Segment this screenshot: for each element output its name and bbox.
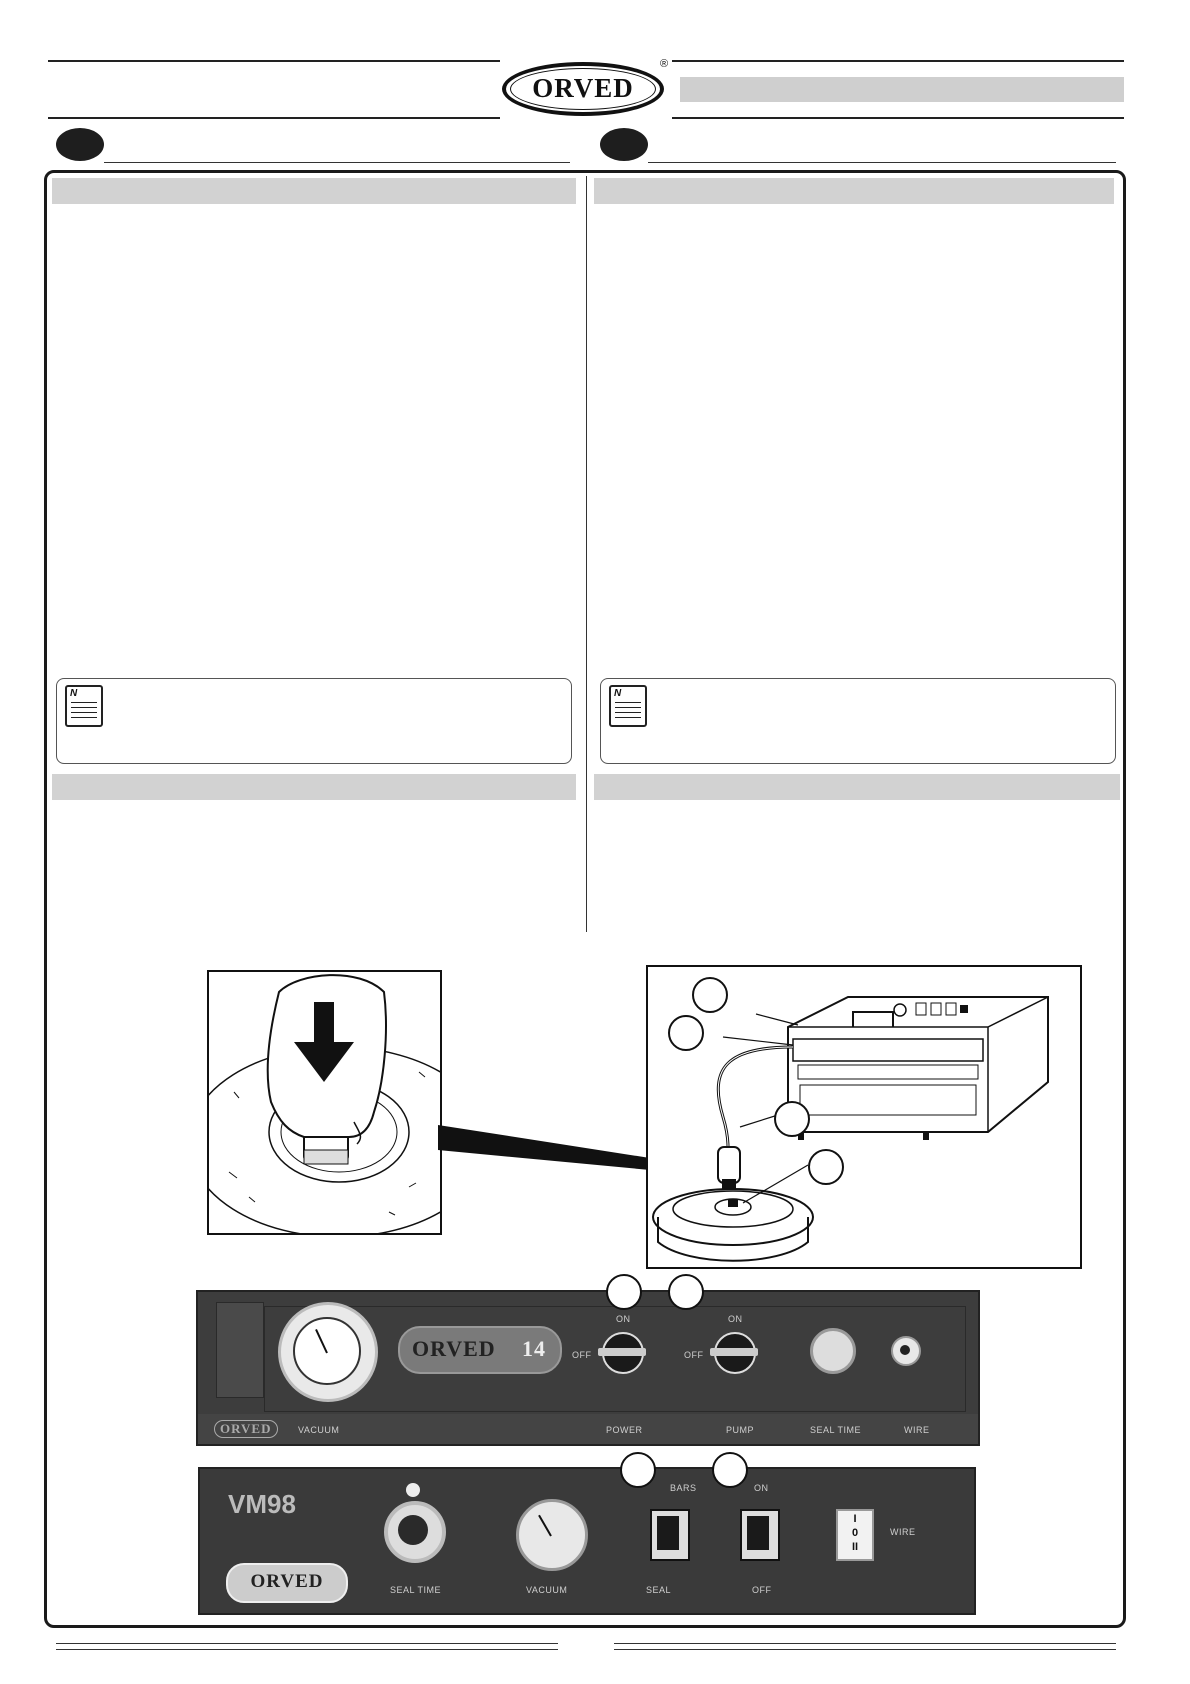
section-header-left bbox=[52, 178, 576, 204]
power-switch[interactable] bbox=[602, 1332, 644, 1374]
bars-label: BARS bbox=[670, 1483, 697, 1493]
wire-label: WIRE bbox=[904, 1425, 930, 1435]
logo-text: ORVED bbox=[532, 73, 634, 103]
power-off-label: OFF bbox=[572, 1350, 592, 1360]
callout-marker bbox=[606, 1274, 642, 1310]
note-icon-letter: N bbox=[614, 688, 622, 699]
pump-label: PUMP bbox=[726, 1425, 755, 1435]
vm98-model: VM98 bbox=[228, 1489, 296, 1519]
callout-marker bbox=[620, 1452, 656, 1488]
orved14-badge bbox=[398, 1326, 562, 1374]
callout-marker bbox=[808, 1149, 844, 1185]
vacuum-gauge bbox=[278, 1302, 378, 1402]
power-on-label: ON bbox=[616, 1314, 631, 1324]
header-title-bar bbox=[680, 77, 1124, 102]
switch-0: 0 bbox=[851, 1527, 859, 1539]
pump-on-label: ON bbox=[728, 1314, 743, 1324]
callout-marker bbox=[692, 977, 728, 1013]
vacuum-label: VACUUM bbox=[526, 1585, 568, 1595]
seal-time-knob[interactable] bbox=[384, 1501, 446, 1563]
control-panel-vm98 bbox=[198, 1467, 976, 1615]
header-rule-left-top bbox=[48, 60, 500, 62]
footer-rule-left-1 bbox=[56, 1643, 558, 1644]
control-panel-orved14 bbox=[196, 1290, 980, 1446]
section-header-right bbox=[594, 178, 1114, 204]
off-label: OFF bbox=[752, 1585, 772, 1595]
note-box-left bbox=[56, 678, 572, 764]
switch-i: I bbox=[853, 1513, 857, 1525]
badge-rule-left bbox=[104, 162, 570, 163]
on-label: ON bbox=[754, 1483, 769, 1493]
seal-time-label: SEAL TIME bbox=[810, 1425, 862, 1435]
valve-press-illustration bbox=[207, 970, 442, 1235]
language-badge-right bbox=[600, 128, 648, 161]
note-box-right bbox=[600, 678, 1116, 764]
section-header-left-2 bbox=[52, 774, 576, 800]
orved-logo bbox=[502, 60, 668, 118]
callout-marker bbox=[668, 1274, 704, 1310]
seal-time-knob[interactable] bbox=[810, 1328, 856, 1374]
wire-socket[interactable] bbox=[891, 1336, 921, 1366]
vm98-brand: ORVED bbox=[250, 1571, 324, 1592]
callout-marker bbox=[668, 1015, 704, 1051]
pump-off-label: OFF bbox=[684, 1350, 704, 1360]
section-header-right-2 bbox=[594, 774, 1120, 800]
panel-footer-brand: ORVED bbox=[214, 1420, 278, 1438]
seal-label: SEAL bbox=[646, 1585, 672, 1595]
switch-ii: II bbox=[851, 1541, 859, 1553]
machine-container-illustration bbox=[646, 965, 1082, 1269]
note-icon bbox=[65, 685, 103, 727]
connector-wedge bbox=[438, 1110, 650, 1180]
header-rule-left-bottom bbox=[48, 117, 500, 119]
footer-rule-right-1 bbox=[614, 1643, 1116, 1644]
power-switch[interactable] bbox=[740, 1509, 780, 1561]
wire-label: WIRE bbox=[890, 1527, 916, 1537]
language-badge-left bbox=[56, 128, 104, 161]
bars-seal-switch[interactable] bbox=[650, 1509, 690, 1561]
valve-press-drawing bbox=[209, 972, 440, 1233]
pump-switch[interactable] bbox=[714, 1332, 756, 1374]
vacuum-label: VACUUM bbox=[298, 1425, 340, 1435]
power-label: POWER bbox=[606, 1425, 643, 1435]
vm98-badge bbox=[226, 1563, 348, 1603]
badge-rule-right bbox=[648, 162, 1116, 163]
seal-time-label: SEAL TIME bbox=[390, 1585, 442, 1595]
vacuum-gauge bbox=[516, 1499, 588, 1571]
footer-rule-left-2 bbox=[56, 1649, 558, 1650]
panel-model: 14 bbox=[522, 1336, 546, 1361]
note-icon-letter: N bbox=[70, 688, 78, 699]
header-rule-right-top bbox=[672, 60, 1124, 62]
seal-time-indicator bbox=[406, 1483, 420, 1497]
header-rule-right-bottom bbox=[672, 117, 1124, 119]
callout-marker bbox=[712, 1452, 748, 1488]
wire-selector-switch[interactable] bbox=[836, 1509, 874, 1561]
column-divider bbox=[586, 176, 587, 932]
registered-mark: ® bbox=[660, 58, 669, 70]
panel-brand: ORVED bbox=[412, 1336, 496, 1361]
panel-window bbox=[216, 1302, 264, 1398]
footer-rule-right-2 bbox=[614, 1649, 1116, 1650]
callout-marker bbox=[774, 1101, 810, 1137]
note-icon bbox=[609, 685, 647, 727]
